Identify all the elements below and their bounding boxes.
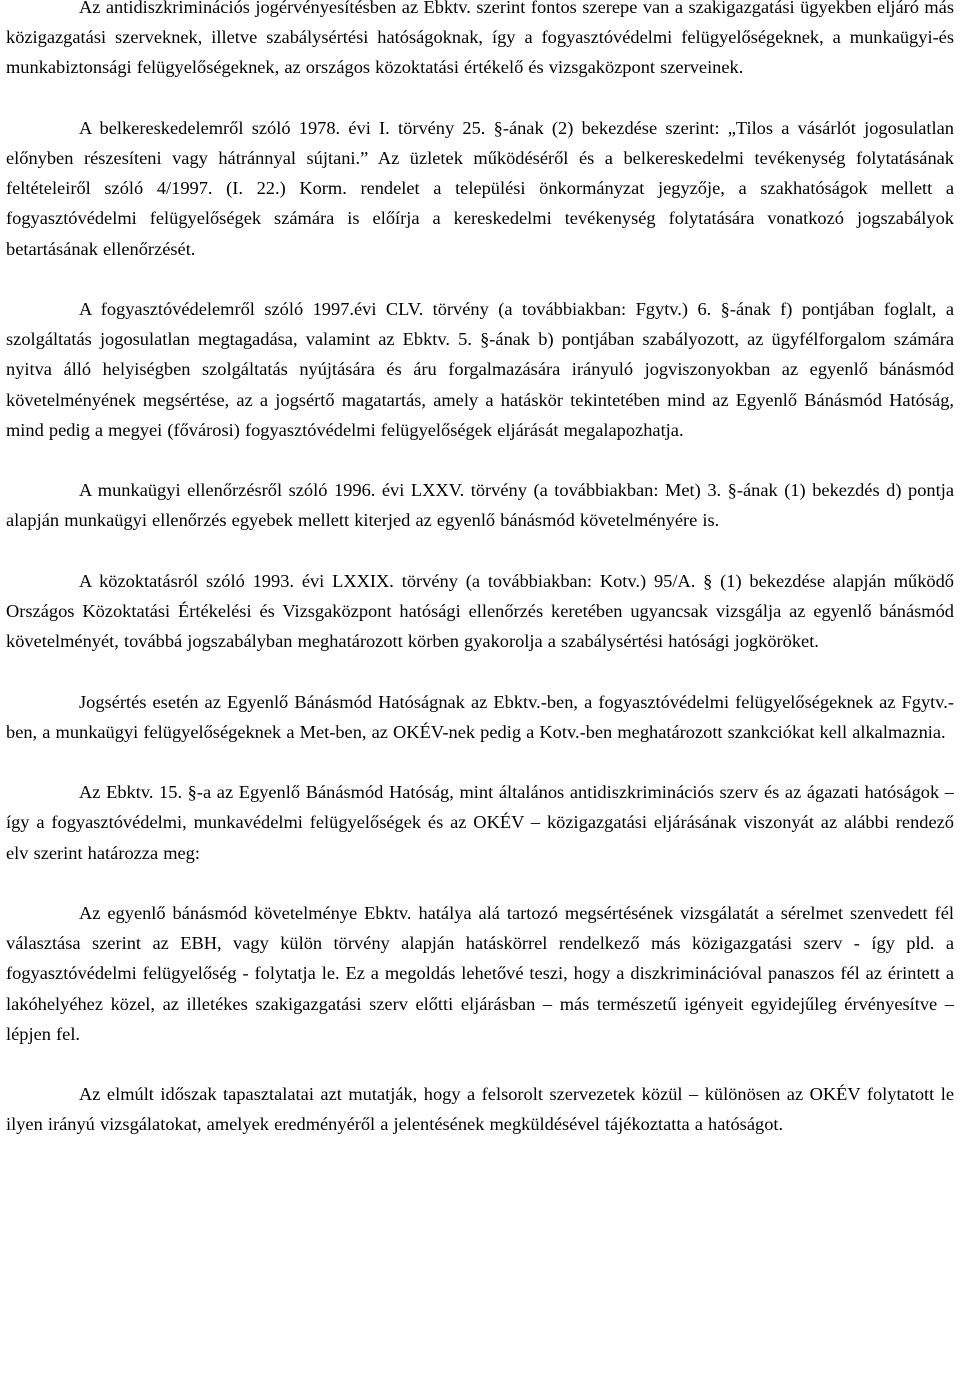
paragraph-antidiscrimination-enforcement: Az antidiszkriminációs jogérvényesítésben az Ebktv. szerint fontos szerepe van a szakigazgatási ügyekben eljáró más közigazgatási szerveknek, illetve szabálysértési hatóságoknak, így a fogyasztóvédelmi felügyelőségeknek, a munkaügyi-és munkabiztonsági felügyelőségeknek, az országos közoktatási értékelő és vizsgaközpont szerveinek. [6,0,954,78]
paragraph-past-experience: Az elmúlt időszak tapasztalatai azt mutatják, hogy a felsorolt szervezetek közül – különösen az OKÉV folytatott le ilyen irányú vizsgálatokat, amelyek eredményéről a jelentésének megküldésével tájékoztatta a hatóságot. [6,1084,954,1135]
paragraph-labour-inspection-act: A munkaügyi ellenőrzésről szóló 1996. évi LXXV. törvény (a továbbiakban: Met) 3. §-ának (1) bekezdés d) pontja alapján munkaügyi ellenőrzés egyebek mellett kiterjed az egyenlő bánásmód követelményére is. [6,480,954,531]
paragraph-equal-treatment-choice: Az egyenlő bánásmód követelménye Ebktv. hatálya alá tartozó megsértésének vizsgálatát a sérelmet szenvedett fél választása szerint az EBH, vagy külön törvény alapján hatáskörrel rendelkező más közigazgatási szerv - így pld. a fogyasztóvédelmi felügyelőség - folytatja le. Ez a megoldás lehetővé teszi, hogy a diszkriminációval panaszos fél az érintett a lakóhelyéhez közel, az illetékes szakigazgatási szerv előtti eljárásban – más természetű igényeit egyidejűleg érvényesítve – lépjen fel. [6,902,954,1044]
paragraph-sanctions: Jogsértés esetén az Egyenlő Bánásmód Hatóságnak az Ebktv.-ben, a fogyasztóvédelmi felügyelőségeknek az Fgytv.-ben, a munkaügyi felügyelőségeknek a Met-ben, az OKÉV-nek pedig a Kotv.-ben meghatározott szankciókat kell alkalmaznia. [6,691,954,742]
document-page [6,0,954,1170]
paragraph-domestic-trade-act: A belkereskedelemről szóló 1978. évi I. törvény 25. §-ának (2) bekezdése szerint: „Tilos a vásárlót jogosulatlan előnyben részesíteni vagy hátránnyal sújtani.” Az üzletek működéséről és a belkereskedelmi tevékenység folytatásának feltételeiről szóló 4/1997. (I. 22.) Korm. rendelet a települési önkormányzat jegyzője, a szakhatóságok mellett a fogyasztóvédelmi felügyelőségek számára is előírja a kereskedelmi tevékenység folytatására vonatkozó jogszabályok betartásának ellenőrzését. [6,117,954,259]
paragraph-public-education-act: A közoktatásról szóló 1993. évi LXXIX. törvény (a továbbiakban: Kotv.) 95/A. § (1) bekezdése alapján működő Országos Közoktatási Értékelési és Vizsgaközpont hatósági ellenőrzés keretében ugyancsak vizsgálja az egyenlő bánásmód követelményét, továbbá jogszabályban meghatározott körben gyakorolja a szabálysértési hatósági jogköröket. [6,570,954,652]
paragraph-consumer-protection-act: A fogyasztóvédelemről szóló 1997.évi CLV. törvény (a továbbiakban: Fgytv.) 6. §-ának f) pontjában foglalt, a szolgáltatás jogosulatlan megtagadása, valamint az Ebktv. 5. §-ának b) pontjában szabályozott, az ügyfélforgalom számára nyitva álló helyiségben szolgáltatás nyújtására és áru forgalmazására irányuló jogviszonyokban az egyenlő bánásmód követelményének megsértése, az a jogsértő magatartás, amely a hatáskör tekintetében mind az Egyenlő Bánásmód Hatóság, mind pedig a megyei (fővárosi) fogyasztóvédelmi felügyelőségek eljárását megalapozhatja. [6,299,954,440]
paragraph-ebktv-section-15: Az Ebktv. 15. §-a az Egyenlő Bánásmód Hatóság, mint általános antidiszkriminációs szerv és az ágazati hatóságok – így a fogyasztóvédelmi, munkavédelmi felügyelőségek és az OKÉV – közigazgatási eljárásának viszonyát az alábbi rendező elv szerint határozza meg: [6,782,954,863]
